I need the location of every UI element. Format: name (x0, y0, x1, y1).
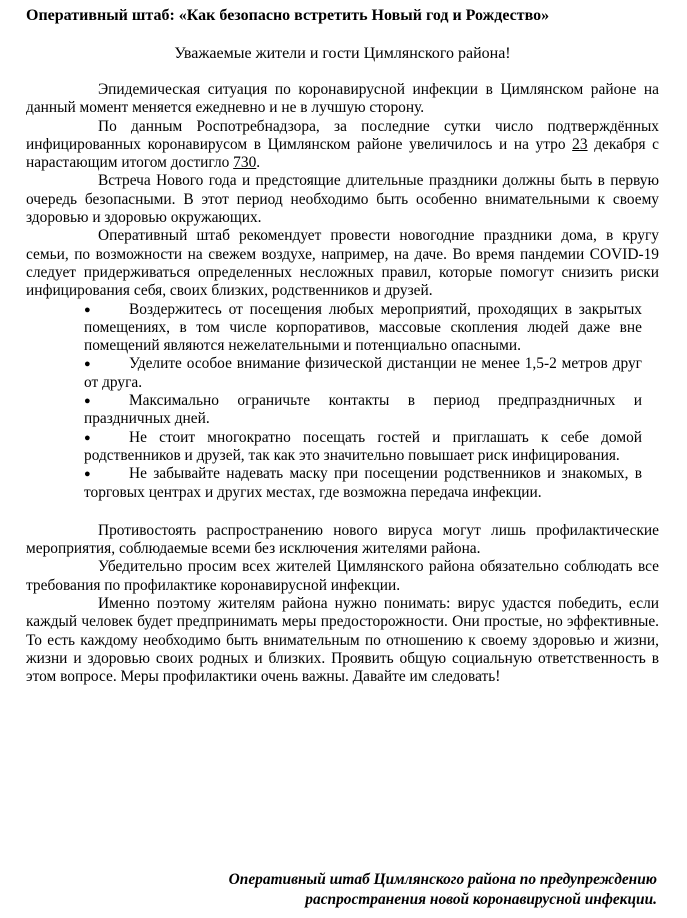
rules-list (26, 301, 642, 502)
bullet-icon: ● (84, 395, 91, 408)
list-item-text: Не стоит многократно посещать гостей и приглашать к себе домой родственников и друзей, так как это значительно повышает риск инфицирования. (84, 428, 642, 464)
signature-line-2: распространения новой коронавирусной инфекции. (305, 891, 657, 908)
paragraph-epidemic-situation: Эпидемическая ситуация по коронавирусной инфекции в Цимлянском районе на данный момент меняется ежедневно и не в лучшую сторону. (26, 81, 659, 117)
paragraph-rospotrebnadzor-data (26, 118, 659, 173)
paragraph-text: декабря с нарастающим итогом достигло (26, 135, 659, 172)
spacer (26, 502, 659, 522)
paragraph-responsibility: Именно поэтому жителям района нужно понимать: вирус удастся победить, если каждый человек будет предпринимать меры предосторожности. Они простые, но эффективные. То есть каждому необходимо быть внимательным по отношению к своему здоровью и жизни, жизни и здоровью своих родных и близких. Проявить общую социальную ответственность в этом вопросе. Меры профилактики очень важны. Давайте им следовать! (26, 595, 659, 686)
document-title: Оперативный штаб: «Как безопасно встретить Новый год и Рождество» (26, 7, 550, 24)
list-item (84, 465, 642, 502)
paragraph-text: По данным Роспотребнадзора, за последние сутки число подтверждённых инфицированных коронавирусом в Цимлянском районе увеличилось и на утро (26, 117, 659, 153)
bullet-icon: ● (84, 468, 91, 481)
list-item-text: Максимально ограничьте контакты в период предпраздничных и праздничных дней. (84, 392, 642, 428)
paragraph-prevention-measures: Противостоять распространению нового вируса могут лишь профилактические мероприятия, соблюдаемые всеми без исключения жителями района. (26, 521, 659, 558)
signature-block (229, 870, 657, 910)
greeting: Уважаемые жители и гости Цимлянского района! (174, 45, 511, 62)
bullet-icon: ● (84, 358, 91, 371)
case-total-value: 730 (233, 154, 257, 172)
bullet-icon: ● (84, 303, 91, 316)
list-item (84, 301, 642, 356)
list-item-text: Уделите особое внимание физической дистанции не менее 1,5-2 метров друг от друга. (84, 355, 642, 391)
list-item-text: Воздержитесь от посещения любых мероприятий, проходящих в закрытых помещениях, в том числе корпоративов, массовые скопления людей даже вне помещений являются нежелательными и потенциально опасными. (84, 300, 642, 355)
paragraph-recommendation: Оперативный штаб рекомендует провести новогодние праздники дома, в кругу семьи, по возможности на свежем воздухе, например, на даче. Во время пандемии COVID-19 следует придерживаться определенных несложных правил, которые помогут снизить риски инфицирования себя, своих близких, родственников и друзей. (26, 227, 659, 300)
date-day-value: 23 (572, 135, 588, 153)
bullet-icon: ● (84, 431, 91, 444)
document-body (26, 81, 659, 687)
signature-line-1: Оперативный штаб Цимлянского района по предупреждению (228, 871, 657, 888)
list-item (84, 355, 642, 392)
list-item (84, 392, 642, 429)
paragraph-text: . (256, 154, 261, 172)
list-item-text: Не забывайте надевать маску при посещении родственников и знакомых, в торговых центрах и других местах, где возможна передача инфекции. (84, 465, 642, 501)
list-item (84, 429, 642, 466)
paragraph-request: Убедительно просим всех жителей Цимлянского района обязательно соблюдать все требования по профилактике коронавирусной инфекции. (26, 558, 659, 594)
paragraph-safe-holidays: Встреча Нового года и предстоящие длительные праздники должны быть в первую очередь безопасными. В этот период необходимо быть особенно внимательными к своему здоровью и здоровью окружающих. (26, 172, 659, 227)
